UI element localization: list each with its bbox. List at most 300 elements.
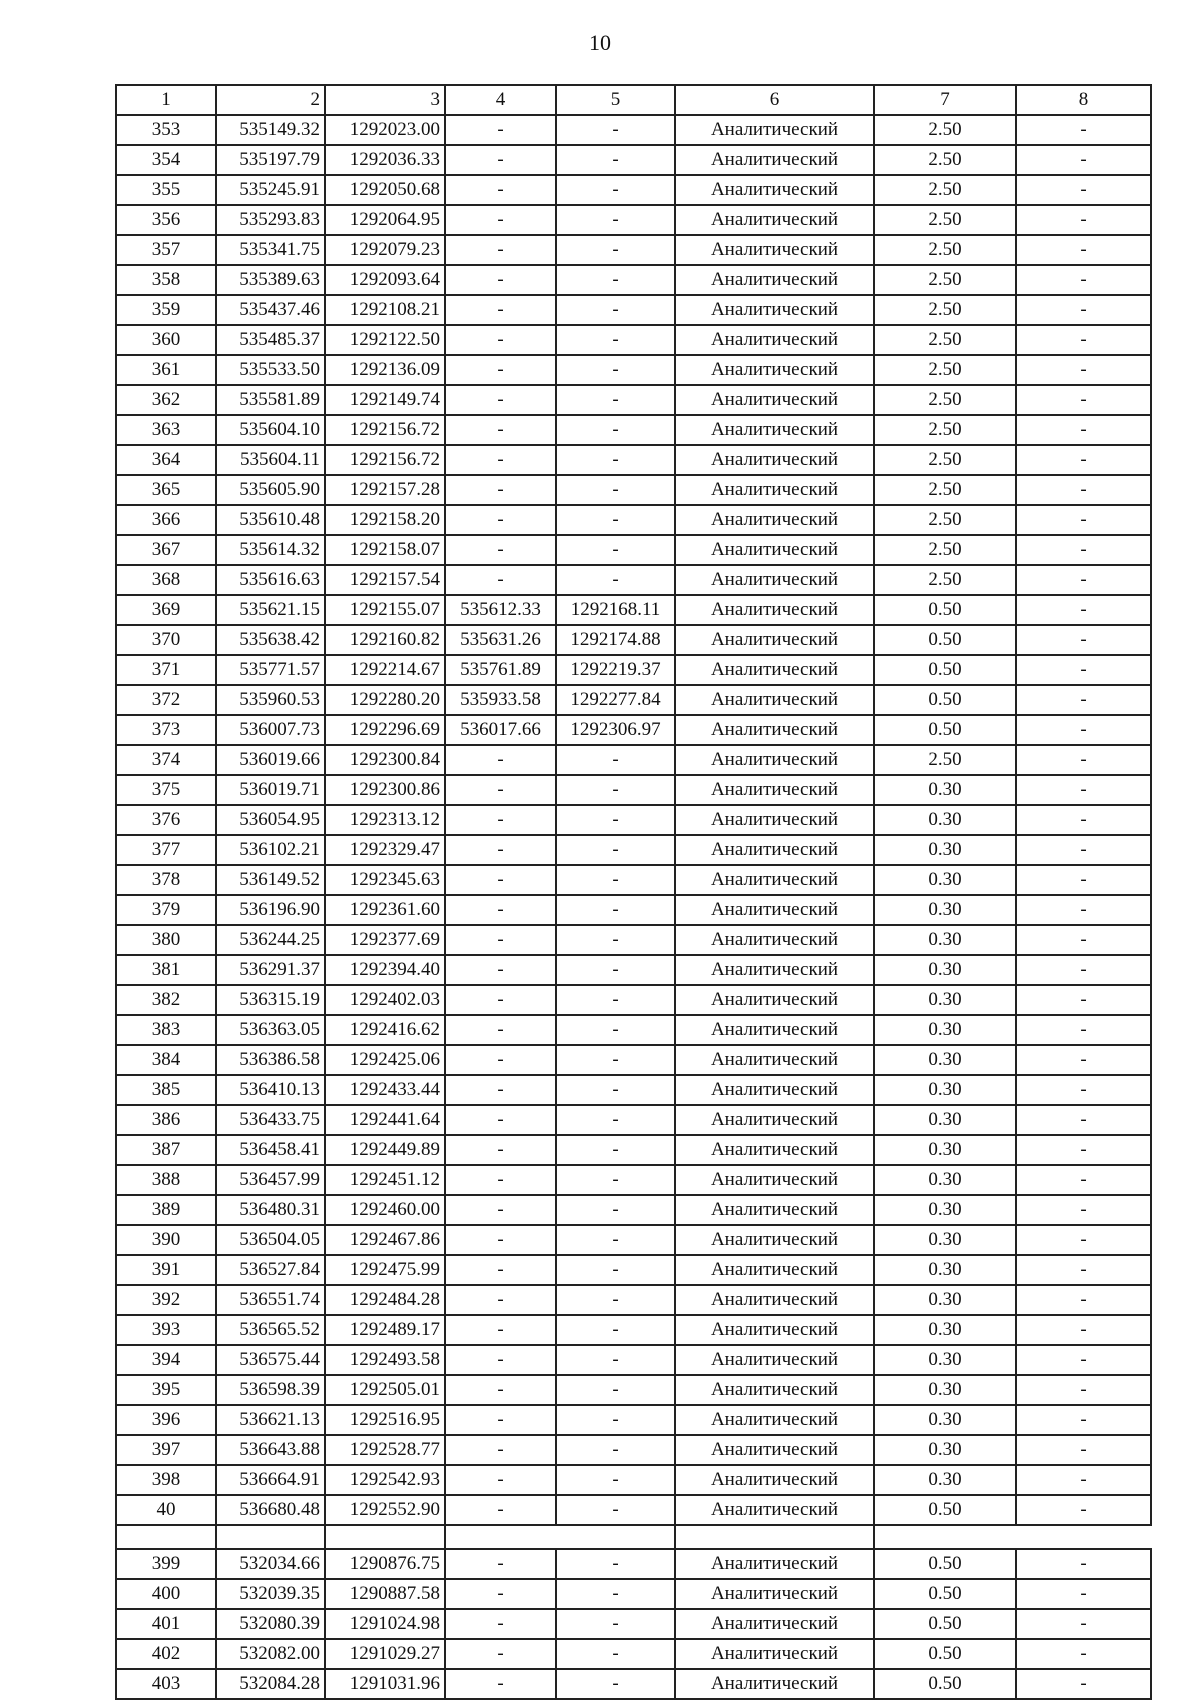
separator-cell xyxy=(116,1525,216,1549)
y2-coordinate-cell: - xyxy=(556,1639,675,1669)
precision-cell: 0.50 xyxy=(874,1669,1016,1699)
x-coordinate-cell: 536457.99 xyxy=(216,1165,325,1195)
note-cell: - xyxy=(1016,385,1151,415)
method-cell: Аналитический xyxy=(675,385,874,415)
x-coordinate-cell: 536019.71 xyxy=(216,775,325,805)
note-cell: - xyxy=(1016,1579,1151,1609)
precision-cell: 0.30 xyxy=(874,835,1016,865)
table-row xyxy=(116,1435,1151,1465)
table-row xyxy=(116,1669,1151,1699)
table-row xyxy=(116,895,1151,925)
table-row xyxy=(116,355,1151,385)
table-header-row xyxy=(116,85,1151,115)
point-number-cell: 371 xyxy=(116,655,216,685)
note-cell: - xyxy=(1016,265,1151,295)
point-number-cell: 397 xyxy=(116,1435,216,1465)
y2-coordinate-cell: - xyxy=(556,1669,675,1699)
x-coordinate-cell: 536504.05 xyxy=(216,1225,325,1255)
note-cell: - xyxy=(1016,295,1151,325)
x-coordinate-cell: 535771.57 xyxy=(216,655,325,685)
method-cell: Аналитический xyxy=(675,535,874,565)
method-cell: Аналитический xyxy=(675,415,874,445)
x-coordinate-cell: 535621.15 xyxy=(216,595,325,625)
method-cell: Аналитический xyxy=(675,145,874,175)
y-coordinate-cell: 1292345.63 xyxy=(325,865,445,895)
table-row xyxy=(116,175,1151,205)
x2-coordinate-cell: - xyxy=(445,1015,556,1045)
y-coordinate-cell: 1292300.86 xyxy=(325,775,445,805)
precision-cell: 2.50 xyxy=(874,385,1016,415)
y2-coordinate-cell: - xyxy=(556,865,675,895)
precision-cell: 2.50 xyxy=(874,115,1016,145)
table-row xyxy=(116,295,1151,325)
y2-coordinate-cell: - xyxy=(556,295,675,325)
y2-coordinate-cell: - xyxy=(556,145,675,175)
note-cell: - xyxy=(1016,1375,1151,1405)
table-row xyxy=(116,1195,1151,1225)
point-number-cell: 380 xyxy=(116,925,216,955)
note-cell: - xyxy=(1016,1255,1151,1285)
table-row xyxy=(116,1345,1151,1375)
point-number-cell: 370 xyxy=(116,625,216,655)
note-cell: - xyxy=(1016,415,1151,445)
precision-cell: 0.30 xyxy=(874,1285,1016,1315)
x2-coordinate-cell: - xyxy=(445,295,556,325)
note-cell: - xyxy=(1016,475,1151,505)
table-row xyxy=(116,1165,1151,1195)
note-cell: - xyxy=(1016,1639,1151,1669)
point-number-cell: 363 xyxy=(116,415,216,445)
y-coordinate-cell: 1291024.98 xyxy=(325,1609,445,1639)
note-cell: - xyxy=(1016,835,1151,865)
point-number-cell: 403 xyxy=(116,1669,216,1699)
point-number-cell: 385 xyxy=(116,1075,216,1105)
x2-coordinate-cell: 535612.33 xyxy=(445,595,556,625)
method-cell: Аналитический xyxy=(675,355,874,385)
point-number-cell: 392 xyxy=(116,1285,216,1315)
y2-coordinate-cell: 5 xyxy=(556,85,675,115)
x-coordinate-cell: 536527.84 xyxy=(216,1255,325,1285)
note-cell: 8 xyxy=(1016,85,1151,115)
precision-cell: 0.30 xyxy=(874,865,1016,895)
precision-cell: 0.50 xyxy=(874,1639,1016,1669)
y-coordinate-cell: 1292158.20 xyxy=(325,505,445,535)
y2-coordinate-cell: - xyxy=(556,1015,675,1045)
point-number-cell: 367 xyxy=(116,535,216,565)
y-coordinate-cell: 1292425.06 xyxy=(325,1045,445,1075)
point-number-cell: 381 xyxy=(116,955,216,985)
y-coordinate-cell: 1292552.90 xyxy=(325,1495,445,1525)
y2-coordinate-cell: - xyxy=(556,1075,675,1105)
x-coordinate-cell: 532039.35 xyxy=(216,1579,325,1609)
x-coordinate-cell: 536565.52 xyxy=(216,1315,325,1345)
x-coordinate-cell: 535616.63 xyxy=(216,565,325,595)
x-coordinate-cell: 536480.31 xyxy=(216,1195,325,1225)
precision-cell: 2.50 xyxy=(874,415,1016,445)
note-cell: - xyxy=(1016,1015,1151,1045)
y-coordinate-cell: 1292136.09 xyxy=(325,355,445,385)
table-row xyxy=(116,1105,1151,1135)
method-cell: Аналитический xyxy=(675,235,874,265)
x-coordinate-cell: 536244.25 xyxy=(216,925,325,955)
y-coordinate-cell: 1292449.89 xyxy=(325,1135,445,1165)
precision-cell: 0.30 xyxy=(874,1255,1016,1285)
table-row xyxy=(116,1045,1151,1075)
x2-coordinate-cell: - xyxy=(445,1639,556,1669)
y2-coordinate-cell: - xyxy=(556,775,675,805)
method-cell: Аналитический xyxy=(675,625,874,655)
x2-coordinate-cell: - xyxy=(445,1165,556,1195)
y2-coordinate-cell: - xyxy=(556,1045,675,1075)
point-number-cell: 364 xyxy=(116,445,216,475)
precision-cell: 0.30 xyxy=(874,1315,1016,1345)
method-cell: Аналитический xyxy=(675,565,874,595)
table-row xyxy=(116,475,1151,505)
x2-coordinate-cell: - xyxy=(445,175,556,205)
x2-coordinate-cell: 535933.58 xyxy=(445,685,556,715)
point-number-cell: 391 xyxy=(116,1255,216,1285)
precision-cell: 2.50 xyxy=(874,235,1016,265)
x2-coordinate-cell: - xyxy=(445,955,556,985)
x2-coordinate-cell: - xyxy=(445,1405,556,1435)
table-separator-row xyxy=(116,1525,1151,1549)
precision-cell: 2.50 xyxy=(874,535,1016,565)
y-coordinate-cell: 1290887.58 xyxy=(325,1579,445,1609)
table-row xyxy=(116,505,1151,535)
x-coordinate-cell: 536291.37 xyxy=(216,955,325,985)
y2-coordinate-cell: 1292174.88 xyxy=(556,625,675,655)
precision-cell: 0.30 xyxy=(874,1405,1016,1435)
x2-coordinate-cell: - xyxy=(445,865,556,895)
x-coordinate-cell: 535960.53 xyxy=(216,685,325,715)
point-number-cell: 376 xyxy=(116,805,216,835)
x-coordinate-cell: 536149.52 xyxy=(216,865,325,895)
method-cell: Аналитический xyxy=(675,955,874,985)
y2-coordinate-cell: 1292277.84 xyxy=(556,685,675,715)
x2-coordinate-cell: - xyxy=(445,835,556,865)
point-number-cell: 401 xyxy=(116,1609,216,1639)
y-coordinate-cell: 1292158.07 xyxy=(325,535,445,565)
y-coordinate-cell: 1292300.84 xyxy=(325,745,445,775)
x-coordinate-cell: 536102.21 xyxy=(216,835,325,865)
point-number-cell: 402 xyxy=(116,1639,216,1669)
note-cell: - xyxy=(1016,775,1151,805)
x2-coordinate-cell: - xyxy=(445,1195,556,1225)
x-coordinate-cell: 536196.90 xyxy=(216,895,325,925)
y-coordinate-cell: 1290876.75 xyxy=(325,1549,445,1579)
method-cell: Аналитический xyxy=(675,1465,874,1495)
x2-coordinate-cell: 535761.89 xyxy=(445,655,556,685)
point-number-cell: 373 xyxy=(116,715,216,745)
method-cell: Аналитический xyxy=(675,1015,874,1045)
y2-coordinate-cell: - xyxy=(556,1435,675,1465)
note-cell: - xyxy=(1016,625,1151,655)
table-row xyxy=(116,1135,1151,1165)
note-cell: - xyxy=(1016,1669,1151,1699)
table-row xyxy=(116,835,1151,865)
x-coordinate-cell: 535581.89 xyxy=(216,385,325,415)
x-coordinate-cell: 536458.41 xyxy=(216,1135,325,1165)
precision-cell: 2.50 xyxy=(874,355,1016,385)
method-cell: Аналитический xyxy=(675,835,874,865)
method-cell: Аналитический xyxy=(675,505,874,535)
y2-coordinate-cell: - xyxy=(556,955,675,985)
table-row xyxy=(116,865,1151,895)
y2-coordinate-cell: - xyxy=(556,1315,675,1345)
y-coordinate-cell: 1292542.93 xyxy=(325,1465,445,1495)
precision-cell: 2.50 xyxy=(874,745,1016,775)
table-row xyxy=(116,1225,1151,1255)
x-coordinate-cell: 535533.50 xyxy=(216,355,325,385)
method-cell: Аналитический xyxy=(675,595,874,625)
precision-cell: 2.50 xyxy=(874,145,1016,175)
y2-coordinate-cell: - xyxy=(556,235,675,265)
table-row xyxy=(116,715,1151,745)
x2-coordinate-cell: - xyxy=(445,1105,556,1135)
precision-cell: 2.50 xyxy=(874,175,1016,205)
y-coordinate-cell: 1292475.99 xyxy=(325,1255,445,1285)
method-cell: Аналитический xyxy=(675,1375,874,1405)
precision-cell: 0.30 xyxy=(874,1435,1016,1465)
precision-cell: 2.50 xyxy=(874,325,1016,355)
y2-coordinate-cell: - xyxy=(556,355,675,385)
x-coordinate-cell: 2 xyxy=(216,85,325,115)
y-coordinate-cell: 1292108.21 xyxy=(325,295,445,325)
table-row xyxy=(116,1015,1151,1045)
note-cell: - xyxy=(1016,895,1151,925)
precision-cell: 0.30 xyxy=(874,925,1016,955)
precision-cell: 0.30 xyxy=(874,1345,1016,1375)
x2-coordinate-cell: - xyxy=(445,925,556,955)
note-cell: - xyxy=(1016,1135,1151,1165)
note-cell: - xyxy=(1016,325,1151,355)
method-cell: Аналитический xyxy=(675,1315,874,1345)
table-row xyxy=(116,1255,1151,1285)
method-cell: Аналитический xyxy=(675,715,874,745)
x2-coordinate-cell: - xyxy=(445,1045,556,1075)
method-cell: Аналитический xyxy=(675,175,874,205)
note-cell: - xyxy=(1016,445,1151,475)
x2-coordinate-cell: - xyxy=(445,235,556,265)
note-cell: - xyxy=(1016,1105,1151,1135)
precision-cell: 0.50 xyxy=(874,595,1016,625)
y2-coordinate-cell: - xyxy=(556,565,675,595)
note-cell: - xyxy=(1016,595,1151,625)
note-cell: - xyxy=(1016,985,1151,1015)
separator-cell xyxy=(216,1525,325,1549)
method-cell: Аналитический xyxy=(675,1579,874,1609)
method-cell: Аналитический xyxy=(675,1495,874,1525)
point-number-cell: 353 xyxy=(116,115,216,145)
table-row xyxy=(116,385,1151,415)
x-coordinate-cell: 536054.95 xyxy=(216,805,325,835)
y-coordinate-cell: 1292441.64 xyxy=(325,1105,445,1135)
x-coordinate-cell: 535197.79 xyxy=(216,145,325,175)
x-coordinate-cell: 535389.63 xyxy=(216,265,325,295)
x-coordinate-cell: 536019.66 xyxy=(216,745,325,775)
y2-coordinate-cell: - xyxy=(556,1135,675,1165)
x-coordinate-cell: 535604.11 xyxy=(216,445,325,475)
y2-coordinate-cell: - xyxy=(556,985,675,1015)
note-cell: - xyxy=(1016,145,1151,175)
x-coordinate-cell: 536007.73 xyxy=(216,715,325,745)
precision-cell: 0.30 xyxy=(874,1225,1016,1255)
method-cell: Аналитический xyxy=(675,895,874,925)
precision-cell: 0.30 xyxy=(874,1015,1016,1045)
y-coordinate-cell: 1291031.96 xyxy=(325,1669,445,1699)
method-cell: Аналитический xyxy=(675,325,874,355)
method-cell: Аналитический xyxy=(675,1669,874,1699)
precision-cell: 2.50 xyxy=(874,265,1016,295)
y-coordinate-cell: 1292361.60 xyxy=(325,895,445,925)
y-coordinate-cell: 1292122.50 xyxy=(325,325,445,355)
note-cell: - xyxy=(1016,205,1151,235)
y-coordinate-cell: 1292516.95 xyxy=(325,1405,445,1435)
x2-coordinate-cell: - xyxy=(445,385,556,415)
point-number-cell: 379 xyxy=(116,895,216,925)
point-number-cell: 377 xyxy=(116,835,216,865)
y2-coordinate-cell: - xyxy=(556,1285,675,1315)
method-cell: Аналитический xyxy=(675,1549,874,1579)
method-cell: 6 xyxy=(675,85,874,115)
y2-coordinate-cell: - xyxy=(556,385,675,415)
point-number-cell: 400 xyxy=(116,1579,216,1609)
y-coordinate-cell: 1292460.00 xyxy=(325,1195,445,1225)
y2-coordinate-cell: - xyxy=(556,805,675,835)
x-coordinate-cell: 536598.39 xyxy=(216,1375,325,1405)
y-coordinate-cell: 1292064.95 xyxy=(325,205,445,235)
table-row xyxy=(116,265,1151,295)
x2-coordinate-cell: - xyxy=(445,895,556,925)
precision-cell: 2.50 xyxy=(874,475,1016,505)
x-coordinate-cell: 535610.48 xyxy=(216,505,325,535)
precision-cell: 0.30 xyxy=(874,1135,1016,1165)
method-cell: Аналитический xyxy=(675,1435,874,1465)
y-coordinate-cell: 3 xyxy=(325,85,445,115)
y-coordinate-cell: 1292377.69 xyxy=(325,925,445,955)
table-row xyxy=(116,1375,1151,1405)
y2-coordinate-cell: - xyxy=(556,1609,675,1639)
point-number-cell: 387 xyxy=(116,1135,216,1165)
method-cell: Аналитический xyxy=(675,745,874,775)
precision-cell: 2.50 xyxy=(874,295,1016,325)
table-row xyxy=(116,535,1151,565)
note-cell: - xyxy=(1016,865,1151,895)
table-row xyxy=(116,1609,1151,1639)
precision-cell: 0.50 xyxy=(874,655,1016,685)
precision-cell: 2.50 xyxy=(874,565,1016,595)
precision-cell: 0.30 xyxy=(874,1075,1016,1105)
y-coordinate-cell: 1292155.07 xyxy=(325,595,445,625)
separator-cell xyxy=(325,1525,445,1549)
y2-coordinate-cell: - xyxy=(556,1579,675,1609)
precision-cell: 0.30 xyxy=(874,1045,1016,1075)
table-row xyxy=(116,1639,1151,1669)
method-cell: Аналитический xyxy=(675,1045,874,1075)
y2-coordinate-cell: 1292168.11 xyxy=(556,595,675,625)
y-coordinate-cell: 1292484.28 xyxy=(325,1285,445,1315)
x-coordinate-cell: 536363.05 xyxy=(216,1015,325,1045)
y-coordinate-cell: 1292160.82 xyxy=(325,625,445,655)
method-cell: Аналитический xyxy=(675,1609,874,1639)
note-cell: - xyxy=(1016,925,1151,955)
table-row xyxy=(116,1495,1151,1525)
table-row xyxy=(116,235,1151,265)
point-number-cell: 40 xyxy=(116,1495,216,1525)
method-cell: Аналитический xyxy=(675,445,874,475)
y-coordinate-cell: 1292156.72 xyxy=(325,415,445,445)
point-number-cell: 356 xyxy=(116,205,216,235)
x2-coordinate-cell: - xyxy=(445,415,556,445)
method-cell: Аналитический xyxy=(675,1075,874,1105)
method-cell: Аналитический xyxy=(675,1225,874,1255)
x-coordinate-cell: 532034.66 xyxy=(216,1549,325,1579)
table-row xyxy=(116,985,1151,1015)
y-coordinate-cell: 1292505.01 xyxy=(325,1375,445,1405)
x2-coordinate-cell: - xyxy=(445,1609,556,1639)
x2-coordinate-cell: - xyxy=(445,445,556,475)
table-row xyxy=(116,955,1151,985)
y2-coordinate-cell: - xyxy=(556,1165,675,1195)
method-cell: Аналитический xyxy=(675,1165,874,1195)
table-row xyxy=(116,1465,1151,1495)
precision-cell: 2.50 xyxy=(874,205,1016,235)
x2-coordinate-cell: - xyxy=(445,1255,556,1285)
table-row xyxy=(116,145,1151,175)
point-number-cell: 374 xyxy=(116,745,216,775)
note-cell: - xyxy=(1016,115,1151,145)
table-row xyxy=(116,115,1151,145)
x2-coordinate-cell: - xyxy=(445,1135,556,1165)
y2-coordinate-cell: - xyxy=(556,745,675,775)
point-number-cell: 361 xyxy=(116,355,216,385)
coordinates-table xyxy=(115,84,1152,1700)
precision-cell: 0.50 xyxy=(874,1609,1016,1639)
y2-coordinate-cell: - xyxy=(556,925,675,955)
table-row xyxy=(116,925,1151,955)
point-number-cell: 396 xyxy=(116,1405,216,1435)
y-coordinate-cell: 1292157.28 xyxy=(325,475,445,505)
y2-coordinate-cell: 1292306.97 xyxy=(556,715,675,745)
y2-coordinate-cell: - xyxy=(556,415,675,445)
note-cell: - xyxy=(1016,1465,1151,1495)
x2-coordinate-cell: - xyxy=(445,265,556,295)
x2-coordinate-cell: - xyxy=(445,355,556,385)
precision-cell: 0.30 xyxy=(874,1465,1016,1495)
y-coordinate-cell: 1292329.47 xyxy=(325,835,445,865)
x-coordinate-cell: 536621.13 xyxy=(216,1405,325,1435)
y2-coordinate-cell: - xyxy=(556,1255,675,1285)
note-cell: - xyxy=(1016,355,1151,385)
y2-coordinate-cell: - xyxy=(556,325,675,355)
y2-coordinate-cell: - xyxy=(556,505,675,535)
table-row xyxy=(116,1075,1151,1105)
x2-coordinate-cell: - xyxy=(445,775,556,805)
note-cell: - xyxy=(1016,805,1151,835)
note-cell: - xyxy=(1016,955,1151,985)
method-cell: Аналитический xyxy=(675,985,874,1015)
x2-coordinate-cell: - xyxy=(445,1435,556,1465)
x2-coordinate-cell: - xyxy=(445,805,556,835)
x-coordinate-cell: 535149.32 xyxy=(216,115,325,145)
method-cell: Аналитический xyxy=(675,265,874,295)
y-coordinate-cell: 1292493.58 xyxy=(325,1345,445,1375)
x2-coordinate-cell: - xyxy=(445,1285,556,1315)
x2-coordinate-cell: - xyxy=(445,745,556,775)
method-cell: Аналитический xyxy=(675,205,874,235)
note-cell: - xyxy=(1016,1195,1151,1225)
point-number-cell: 375 xyxy=(116,775,216,805)
